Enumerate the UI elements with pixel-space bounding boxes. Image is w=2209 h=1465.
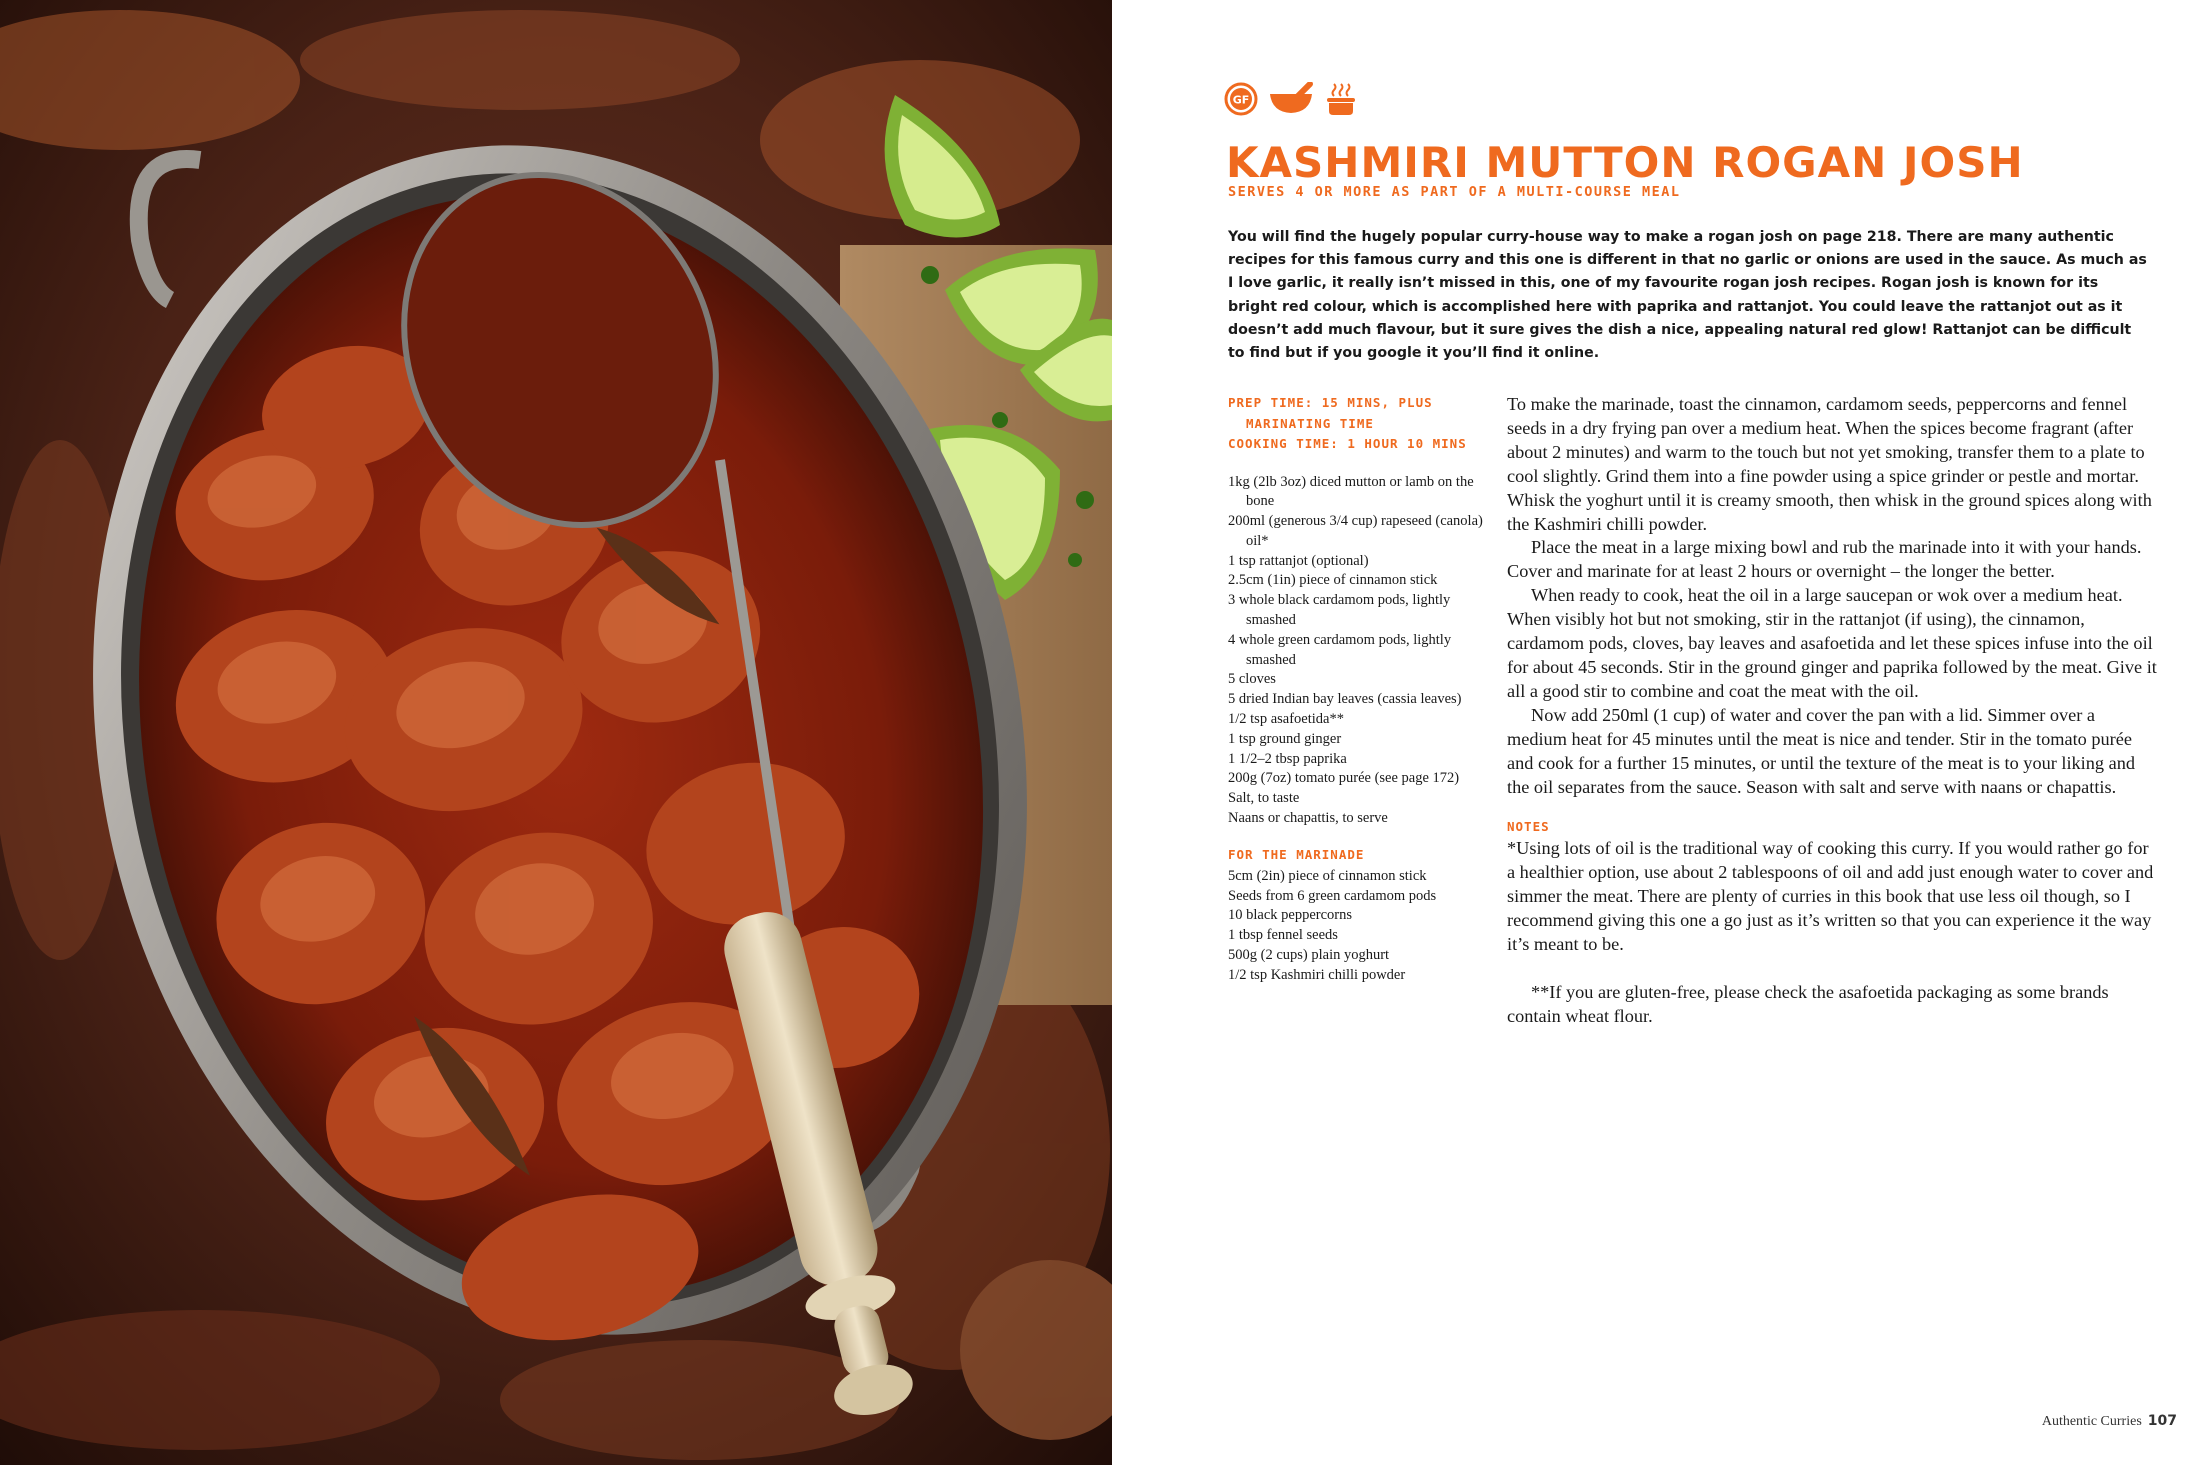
ingredient-item: 1kg (2lb 3oz) diced mutton or lamb on the bone (1228, 473, 1474, 510)
ingredient-item: 1/2 tsp asafoetida** (1228, 711, 1344, 728)
prep-time: PREP TIME: 15 MINS, PLUS MARINATING TIME (1228, 395, 1433, 431)
cooking-time: COOKING TIME: 1 HOUR 10 MINS (1228, 436, 1467, 451)
notes-heading: NOTES (1507, 819, 1550, 835)
marinade-item: 10 black peppercorns (1228, 907, 1353, 924)
recipe-page (1112, 0, 2209, 1465)
ingredient-item: 5 cloves (1228, 671, 1276, 688)
ingredient-item: 1 1/2–2 tbsp paprika (1228, 750, 1347, 767)
ingredient-item: 4 whole green cardamom pods, lightly smashed (1228, 631, 1452, 668)
gluten-free-icon (1224, 82, 1258, 121)
ingredient-item: 200g (7oz) tomato purée (see page 172) (1228, 770, 1460, 787)
recipe-title: KASHMIRI MUTTON ROGAN JOSH (1226, 138, 2024, 187)
marinade-heading: FOR THE MARINADE (1228, 846, 1365, 862)
ingredients-list (1228, 473, 1498, 829)
ingredient-item: 5 dried Indian bay leaves (cassia leaves) (1228, 691, 1462, 708)
note-text: **If you are gluten-free, please check the asafoetida packaging as some brands contain wheat flour. (1507, 981, 2109, 1026)
ingredient-item: 200ml (generous 3/4 cup) rapeseed (canola) oil* (1228, 513, 1483, 549)
ingredient-item: 1 tsp rattanjot (optional) (1228, 552, 1369, 569)
ingredient-item: 2.5cm (1in) piece of cinnamon stick (1228, 572, 1438, 589)
method-step: When ready to cook, heat the oil in a large saucepan or wok over a medium heat. When visibly hot but not smoking, stir in the rattanjot (if using), the cinnamon, cardamom pods, cloves, bay leaves and asafoetida and let these spices infuse into the oil for about 45 seconds. Stir in the ground ginger and paprika followed by the meat. Give it all a good stir to combine and coat the meat with the oil. (1507, 585, 2157, 701)
marinade-list (1228, 867, 1498, 986)
method-step: Now add 250ml (1 cup) of water and cover the pan with a lid. Simmer over a medium heat for 45 minutes until the meat is nice and tender. Stir in the tomato purée and cook for a further 15 minutes, or until the texture of the meat is to your liking and the oil separates from the sauce. Season with salt and serve with naans or chapattis. (1507, 704, 2136, 797)
timing-block (1228, 393, 1498, 455)
footer-section: Authentic Curries (2041, 1414, 2142, 1429)
ingredient-item: Salt, to taste (1228, 790, 1300, 807)
marinade-item: 5cm (2in) piece of cinnamon stick (1228, 867, 1427, 884)
marinade-item: 500g (2 cups) plain yoghurt (1228, 947, 1390, 964)
page-footer (2042, 1413, 2177, 1430)
mortar-pestle-icon (1268, 82, 1314, 121)
marinade-item: 1 tbsp fennel seeds (1228, 927, 1338, 944)
ingredient-item: Naans or chapattis, to serve (1228, 810, 1388, 827)
ingredient-item: 3 whole black cardamom pods, lightly smashed (1228, 592, 1451, 629)
note-text: *Using lots of oil is the traditional way of cooking this curry. If you would rather go for a healthier option, use about 2 tablespoons of oil and add just enough water to cover and simmer the meat. There are plenty of curries in this book that use less oil though, so I recommend giving this one a go just as it’s written so that you can experience it the way it’s meant to be. (1507, 838, 2154, 955)
method-step: To make the marinade, toast the cinnamon, cardamom seeds, peppercorns and fennel seeds in a dry frying pan over a medium heat. When the spices become fragrant (after about 2 minutes) and warm to the touch but not yet smoking, transfer them to a plate to cool slightly. Grind them into a fine powder using a spice grinder or pestle and mortar. Whisk the yoghurt until it is creamy smooth, then whisk in the ground spices along with the Kashmiri chilli powder. (1507, 394, 2152, 534)
recipe-intro: You will find the hugely popular curry-house way to make a rogan josh on page 218. There are many authentic recipes for this famous curry and this one is different in that no garlic or onions are used in the sauce. As much as I love garlic, it really isn’t missed in this, one of my favourite rogan josh recipes. Rogan josh is known for its bright red colour, which is accomplished here with paprika and rattanjot. You could leave the rattanjot out as it doesn’t add much flavour, but it sure gives the dish a nice, appealing natural red glow! Rattanjot can be difficult to find but if you google it you’ll find it online. (1228, 229, 2147, 362)
ingredient-item: 1 tsp ground ginger (1228, 730, 1342, 747)
page-number: 107 (2147, 1413, 2177, 1429)
method-step: Place the meat in a large mixing bowl and rub the marinade into it with your hands. Cover and marinate for at least 2 hours or overnight – the longer the better. (1507, 537, 2142, 582)
gf-badge-text: GF (1232, 93, 1250, 107)
recipe-icons (1224, 82, 1358, 121)
slow-cook-pot-icon (1324, 82, 1358, 121)
method-column (1507, 393, 2157, 1029)
serves-line: SERVES 4 OR MORE AS PART OF A MULTI-COURSE MEAL (1228, 184, 1681, 200)
ingredients-column (1228, 393, 1498, 986)
marinade-item: Seeds from 6 green cardamom pods (1228, 887, 1437, 904)
marinade-item: 1/2 tsp Kashmiri chilli powder (1228, 966, 1406, 983)
